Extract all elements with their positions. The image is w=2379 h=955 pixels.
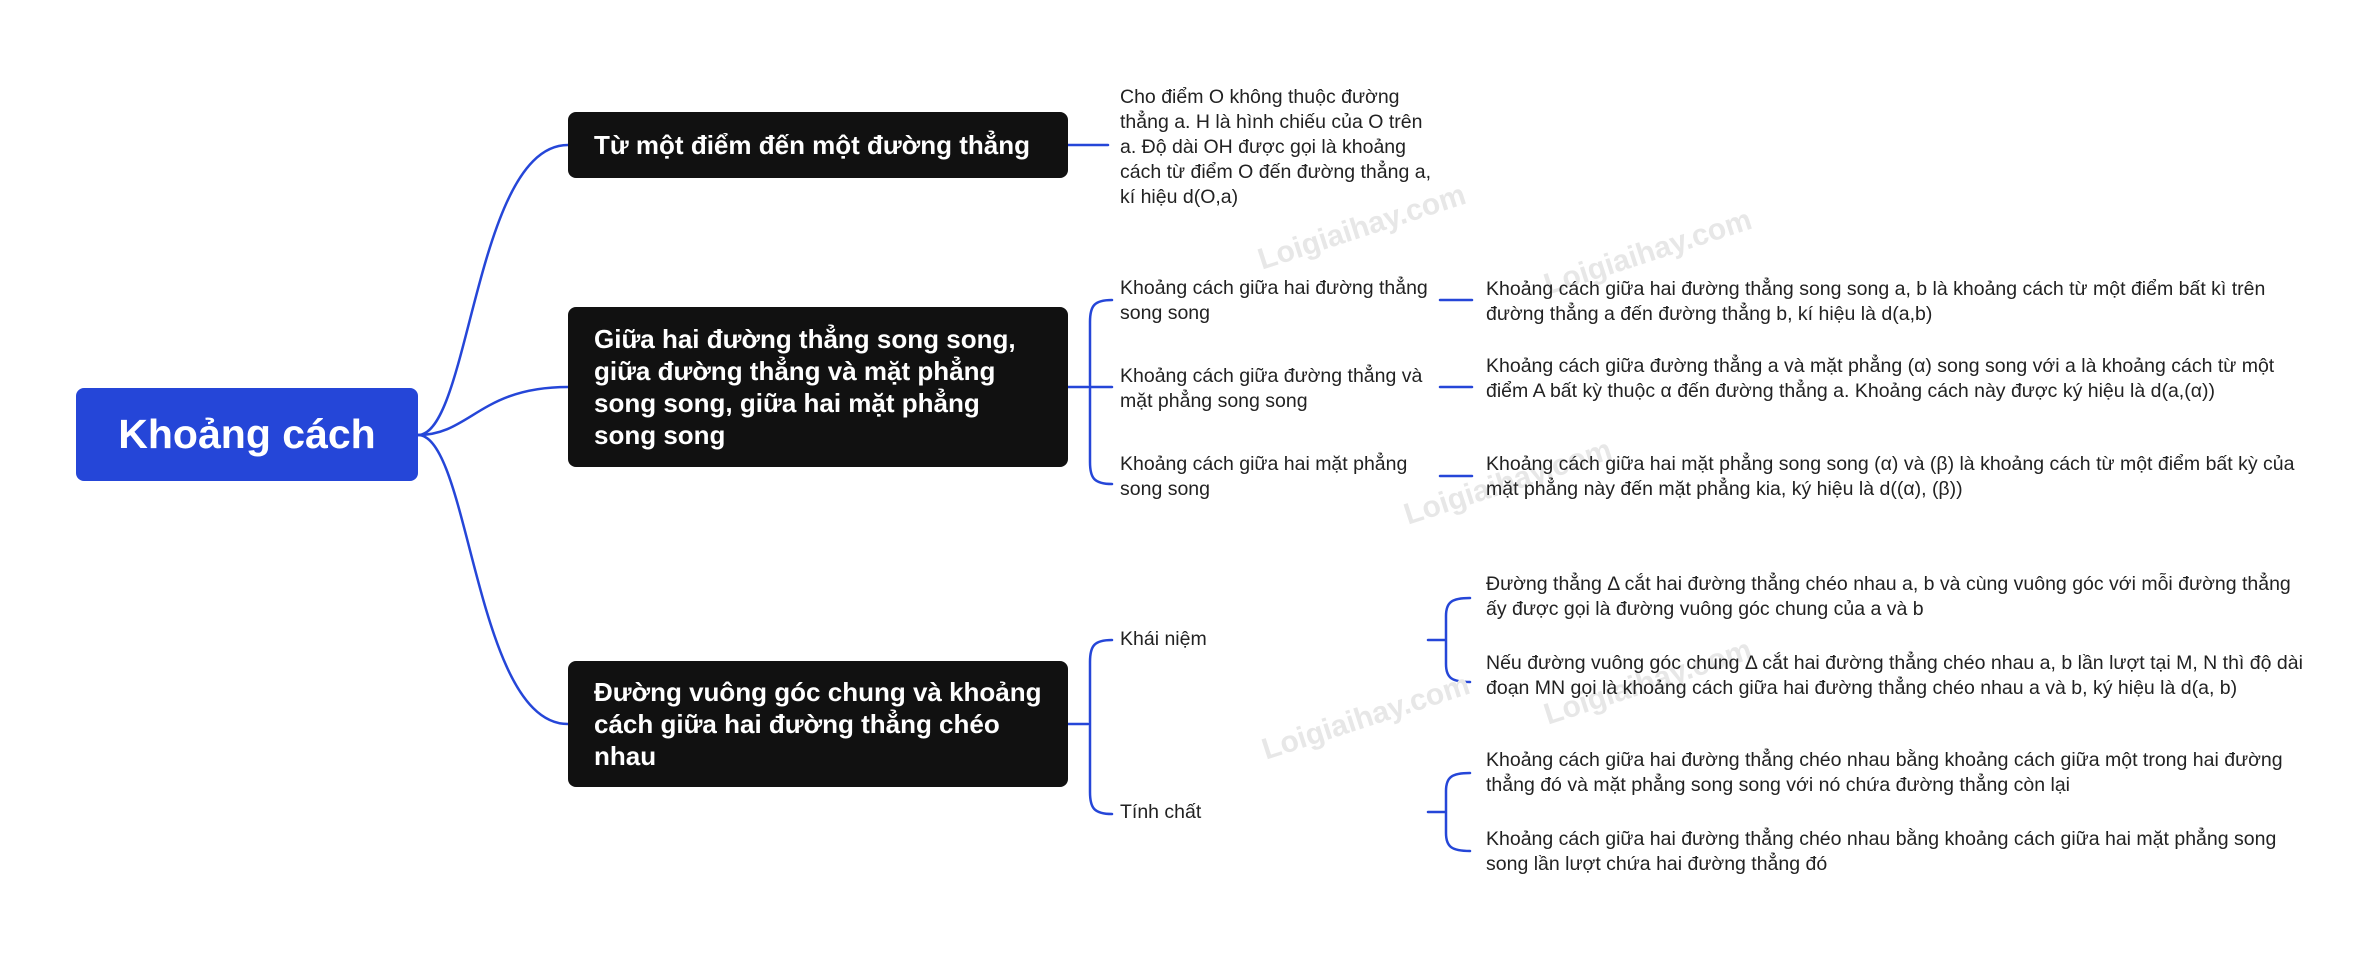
- connector-root-branch3: [418, 435, 568, 724]
- branch-node-point-to-line[interactable]: [568, 112, 1068, 178]
- connector-branch2-bracket: [1068, 300, 1112, 484]
- branch-label: Từ một điểm đến một đường thẳng: [594, 130, 1030, 160]
- detail-properties-1: Khoảng cách giữa hai đường thẳng chéo nhau bằng khoảng cách giữa một trong hai đường thẳng đó và mặt phẳng song song với nó chứa đường thẳng còn lại: [1486, 749, 2283, 796]
- connector-root-branch2: [418, 387, 568, 435]
- connector-branch3-bracket: [1068, 640, 1112, 814]
- branch-node-common-perpendicular[interactable]: [568, 661, 1068, 787]
- watermark: Loigiaihay.com: [1540, 633, 1756, 732]
- branch-label: Đường vuông góc chung và khoảng cách giữa hai đường thẳng chéo nhau: [594, 677, 1042, 771]
- child-parallel-lines: Khoảng cách giữa hai đường thẳng song song: [1120, 277, 1428, 324]
- watermark: Loigiaihay.com: [1540, 203, 1756, 302]
- detail-parallel-lines: Khoảng cách giữa hai đường thẳng song song a, b là khoảng cách từ một điểm bất kì trên đường thẳng a đến đường thẳng b, kí hiệu là d(a,b): [1486, 278, 2266, 325]
- child-parallel-planes: Khoảng cách giữa hai mặt phẳng song song: [1120, 453, 1408, 500]
- detail-parallel-planes: Khoảng cách giữa hai mặt phẳng song song (α) và (β) là khoảng cách từ một điểm bất kỳ của mặt phẳng này đến mặt phẳng kia, ký hiệu là d((α), (β)): [1486, 453, 2295, 500]
- watermark: Loigiaihay.com: [1400, 433, 1616, 532]
- connector-tinhchat-details: [1428, 773, 1470, 851]
- child-concept: Khái niệm: [1120, 628, 1207, 650]
- child-line-plane: Khoảng cách giữa đường thẳng và mặt phẳng song song: [1120, 365, 1423, 412]
- branch-label: Giữa hai đường thẳng song song, giữa đường thẳng và mặt phẳng song song, giữa hai mặt phẳng song song: [594, 324, 1016, 450]
- detail-line-plane: Khoảng cách giữa đường thẳng a và mặt phẳng (α) song song với a là khoảng cách từ một điểm A bất kỳ thuộc α đến đường thẳng a. Khoảng cách này được ký hiệu là d(a,(α)): [1486, 355, 2275, 402]
- branch-node-parallel-distances[interactable]: [568, 307, 1068, 467]
- watermark: Loigiaihay.com: [1254, 178, 1470, 277]
- detail-concept-2: Nếu đường vuông góc chung Δ cắt hai đường thẳng chéo nhau a, b lần lượt tại M, N thì độ dài đoạn MN gọi là khoảng cách giữa hai đường thẳng chéo nhau a và b, ký hiệu là d(a, b): [1486, 652, 2303, 699]
- root-node[interactable]: Khoảng cách: [76, 388, 418, 481]
- watermark: Loigiaihay.com: [1258, 668, 1474, 767]
- connector-khainiem-details: [1428, 598, 1470, 682]
- detail-point-to-line: Cho điểm O không thuộc đường thẳng a. H là hình chiếu của O trên a. Độ dài OH được gọi là khoảng cách từ điểm O đến đường thẳng a, kí hiệu d(O,a): [1120, 86, 1431, 208]
- detail-properties-2: Khoảng cách giữa hai đường thẳng chéo nhau bằng khoảng cách giữa hai mặt phẳng song song lần lượt chứa hai đường thẳng đó: [1486, 828, 2277, 875]
- child-properties: Tính chất: [1120, 801, 1202, 823]
- connector-root-branch1: [418, 145, 568, 435]
- detail-concept-1: Đường thẳng Δ cắt hai đường thẳng chéo nhau a, b và cùng vuông góc với mỗi đường thẳng ấy được gọi là đường vuông góc chung của a và b: [1486, 573, 2291, 620]
